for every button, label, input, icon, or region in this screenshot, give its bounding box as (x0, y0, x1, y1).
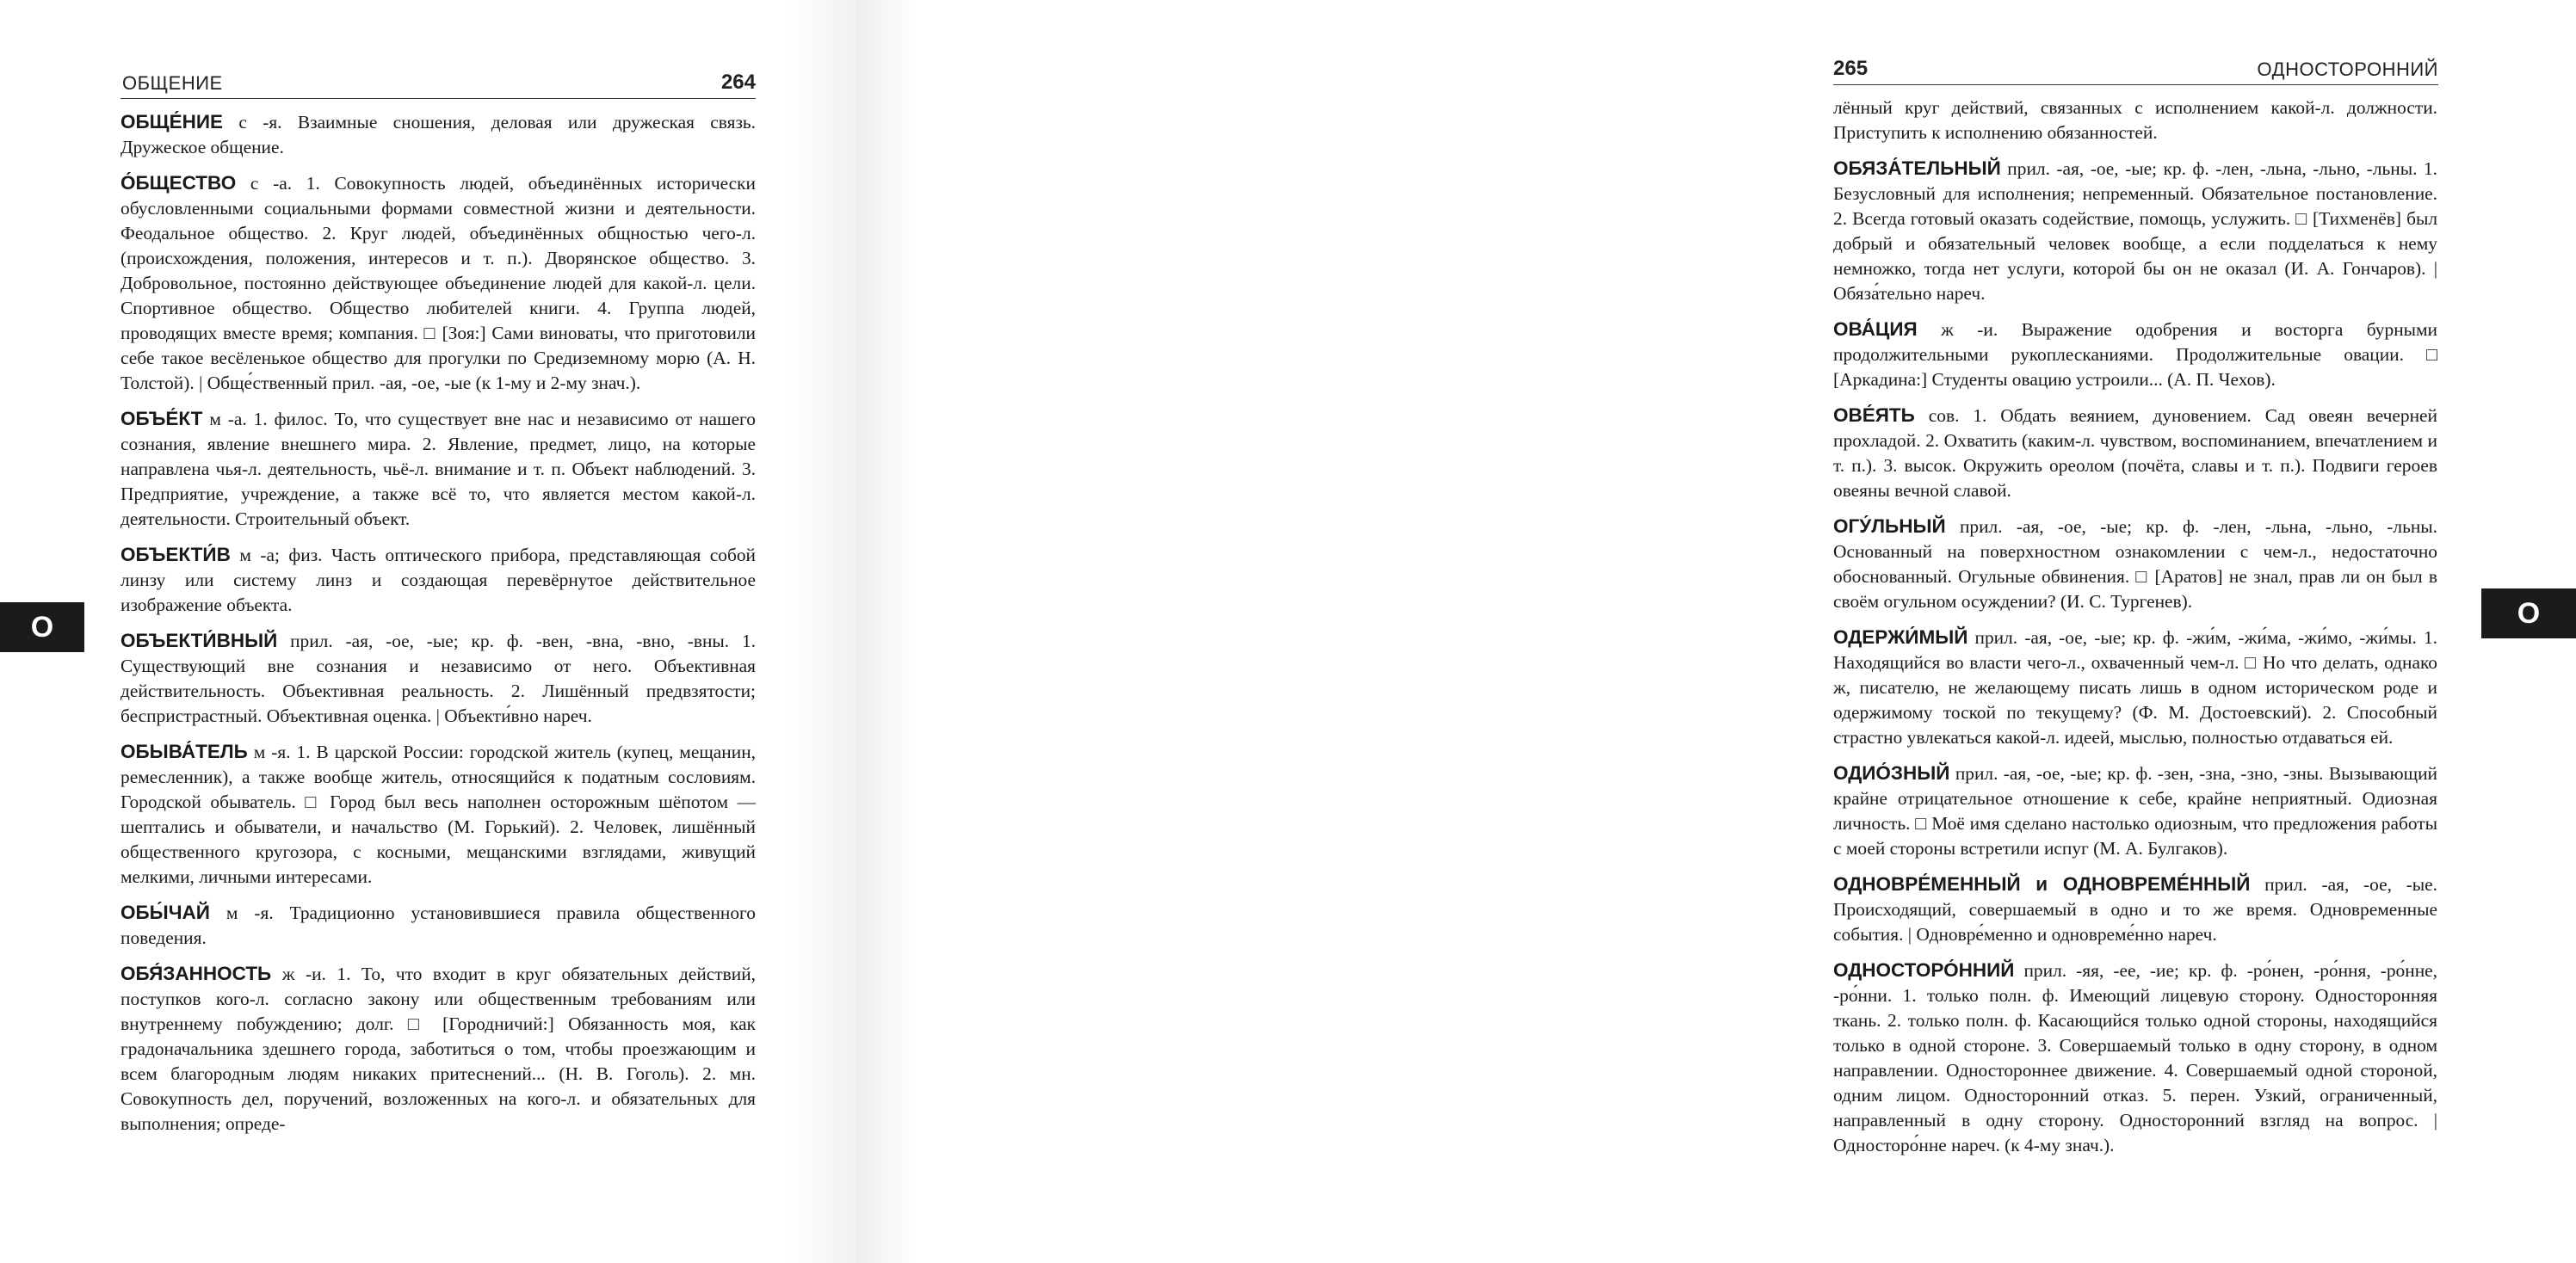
entry-headword: ОБЫВА́ТЕЛЬ (120, 741, 248, 762)
right-page (856, 0, 2541, 1263)
left-page (0, 0, 856, 1263)
dictionary-entry (120, 170, 756, 396)
dictionary-entry (120, 961, 756, 1137)
dictionary-entry (120, 542, 756, 618)
entry-definition: прил. -ая, -ое, -ые; кр. ф. -лен, -льна, -льно, -льны. 1. Безусловный для исполнения; непременный. Обязательное постановление. 2. Всегда готовый оказать содействие, помощь, услужить. □ [Тихменёв] был добрый и обязательный человек вообще, а если подделаться к нему немножко, тогда нет услуги, которой бы он не оказал (И. А. Гончаров). | Обяза́тельно нареч. (1833, 158, 2437, 304)
dictionary-entry (1833, 317, 2437, 392)
entry-headword: ОБЪЕКТИ́В (120, 544, 231, 565)
dictionary-entry (120, 406, 756, 532)
entry-headword: ОДЕРЖИ́МЫЙ (1833, 626, 1968, 648)
dictionary-entry (1833, 403, 2437, 503)
dictionary-entry (1833, 625, 2437, 750)
letter-thumb-index-tab: О (2481, 588, 2576, 638)
entry-headword: ОДНОСТОРО́ННИЙ (1833, 959, 2015, 981)
right-column (1833, 95, 2437, 1168)
letter-thumb-index-tab: О (0, 602, 84, 652)
entry-headword: ОБЫ́ЧАЙ (120, 902, 210, 923)
dictionary-entry (120, 628, 756, 729)
dictionary-entry (1833, 156, 2437, 306)
entry-headword: ОДНОВРЕ́МЕННЫЙ и ОДНОВРЕМЕ́ННЫЙ (1833, 873, 2251, 895)
entry-definition: м -я. Традиционно установившиеся правила общественного поведения. (120, 903, 756, 948)
entry-definition: прил. -ая, -ое, -ые; кр. ф. -зен, -зна, -зно, -зны. Вызывающий крайне отрицательное отношение к себе, крайне неприятный. Одиозная личность. □ Моё имя сделано настолько одиозным, что предложения работы с моей стороны встретили испуг (М. А. Булгаков). (1833, 763, 2437, 859)
entry-headword: ОБЩЕ́НИЕ (120, 111, 224, 132)
left-page-number: 264 (720, 71, 756, 94)
dictionary-entry (1833, 872, 2437, 947)
entry-definition: с -я. Взаимные сношения, деловая или дружеская связь. Дружеское общение. (120, 112, 756, 157)
entry-headword: ОГУ́ЛЬНЫЙ (1833, 515, 1946, 537)
dictionary-entry (1833, 514, 2437, 614)
dictionary-entry (1833, 958, 2437, 1158)
entry-definition: прил. -яя, -ее, -ие; кр. ф. -ро́нен, -ро́ння, -ро́нне, -ро́нни. 1. только полн. ф. Имеющий лицевую сторону. Односторонняя ткань. 2. только полн. ф. Касающийся только одной стороны, находящийся только в одной стороне. 3. Совершаемый только в одну сторону, в одном направлении. Одностороннее движение. 4. Совершаемый одной стороной, одним лицом. Односторонний отказ. 5. перен. Узкий, ограниченный, направленный в одну сторону. Односторонний взгляд на вопрос. | Односторо́нне нареч. (к 4-му знач.). (1833, 960, 2437, 1155)
entry-definition: ж -и. 1. То, что входит в круг обязательных действий, поступков кого-л. согласно закону или общественным требованиям или внутреннему побуждению; долг. □ [Городничий:] Обязанность моя, как градоначальника здешнего города, заботиться о том, чтобы проезжающим и всем благородным людям никаких притеснений... (Н. В. Гоголь). 2. мн. Совокупность дел, поручений, возложенных на кого-л. и обязательных для выполнения; опреде- (120, 964, 756, 1134)
entry-headword: ОВЕ́ЯТЬ (1833, 404, 1915, 426)
entry-headword: ОБЪЕ́КТ (120, 408, 203, 429)
entry-headword: О́БЩЕСТВО (120, 172, 237, 194)
dictionary-entry (120, 739, 756, 890)
entry-definition: м -а; физ. Часть оптического прибора, представляющая собой линзу или систему линз и создающая перевёрнутое действительное изображение объекта. (120, 545, 756, 615)
right-page-header (1833, 50, 2438, 85)
entry-definition: прил. -ая, -ое, -ые; кр. ф. -жи́м, -жи́ма, -жи́мо, -жи́мы. 1. Находящийся во власти чего-л., охваченный чем-л. □ Но что делать, однако ж, писателю, не желающему писать лишь в одном историческом роде и одержимому тоской по текущему? (Ф. М. Достоевский). 2. Способный страстно увлекаться какой-л. идеей, мыслью, полностью отдаваться ей. (1833, 627, 2437, 748)
entry-definition: прил. -ая, -ое, -ые; кр. ф. -лен, -льна, -льно, -льны. Основанный на поверхностном ознакомлении с чем-л., недостаточно обоснованный. Огульные обвинения. □ [Аратов] не знал, прав ли он был в своём огульном осуждении? (И. С. Тургенев). (1833, 516, 2437, 612)
entry-headword: ОДИО́ЗНЫЙ (1833, 762, 1950, 784)
left-column (120, 109, 756, 1147)
entry-definition: м -а. 1. филос. То, что существует вне нас и независимо от нашего сознания, явление внешнего мира. 2. Явление, предмет, лицо, на которые направлена чья-л. деятельность, чьё-л. внимание и т. п. Объект наблюдений. 3. Предприятие, учреждение, а также всё то, что является местом какой-л. деятельности. Строительный объект. (120, 409, 756, 529)
dictionary-entry (120, 109, 756, 160)
entry-definition: прил. -ая, -ое, -ые; кр. ф. -вен, -вна, -вно, -вны. 1. Существующий вне сознания и независимо от него. Объективная действительность. Объективная реальность. 2. Лишённый предвзятости; беспристрастный. Объективная оценка. | Объекти́вно нареч. (120, 631, 756, 726)
dictionary-entry (120, 900, 756, 951)
entry-definition: прил. -ая, -ое, -ые. Происходящий, совершаемый в одно и то же время. Одновременные события. | Одновре́менно и одновреме́нно нареч. (1833, 874, 2437, 945)
left-running-head: ОБЩЕНИЕ (122, 72, 223, 94)
entry-definition: м -я. 1. В царской России: городской житель (купец, мещанин, ремесленник), а также вообще житель, относящийся к податным сословиям. Городской обыватель. □ Город был весь наполнен осторожным шёпотом — шептались и обыватели, и начальство (М. Горький). 2. Человек, лишённый общественного кругозора, с косными, мещанскими взглядами, живущий мелкими, личными интересами. (120, 742, 756, 887)
right-running-head: ОДНОСТОРОННИЙ (2257, 59, 2438, 80)
left-page-header (120, 64, 756, 99)
entry-definition: ж -и. Выражение одобрения и восторга бурными продолжительными рукоплесканиями. Продолжительные овации. □ [Аркадина:] Студенты овацию устроили... (А. П. Чехов). (1833, 319, 2437, 390)
dictionary-entry (1833, 761, 2437, 861)
entry-headword: ОБЯЗА́ТЕЛЬНЫЙ (1833, 157, 2001, 179)
entry-headword: ОБЯ́ЗАННОСТЬ (120, 963, 272, 984)
right-page-number: 265 (1833, 57, 1869, 80)
entry-definition: с -а. 1. Совокупность людей, объединённых исторически обусловленными социальными формами совместной жизни и деятельности. Феодальное общество. 2. Круг людей, объединённых общностью чего-л. (происхождения, положения, интересов и т. п.). Дворянское общество. 3. Добровольное, постоянно действующее объединение людей для какой-л. цели. Спортивное общество. Общество любителей книги. 4. Группа людей, проводящих вместе время; компания. □ [Зоя:] Сами виноваты, что приготовили себе такое весёленькое общество для прогулки по Средиземному морю (А. Н. Толстой). | Обще́ственный прил. -ая, -ое, -ые (к 1-му и 2-му знач.). (120, 173, 756, 393)
entry-headword: ОБЪЕКТИ́ВНЫЙ (120, 630, 278, 651)
entry-definition: сов. 1. Обдать веянием, дуновением. Сад овеян вечерней прохладой. 2. Охватить (каким-л. чувством, воспоминанием, впечатлением и т. п.). 3. высок. Окружить ореолом (почёта, славы и т. п.). Подвиги героев овеяны вечной славой. (1833, 405, 2437, 501)
entry-continuation: лённый круг действий, связанных с исполнением какой-л. должности. Приступить к исполнению обязанностей. (1833, 97, 2437, 143)
entry-headword: ОВА́ЦИЯ (1833, 318, 1918, 340)
